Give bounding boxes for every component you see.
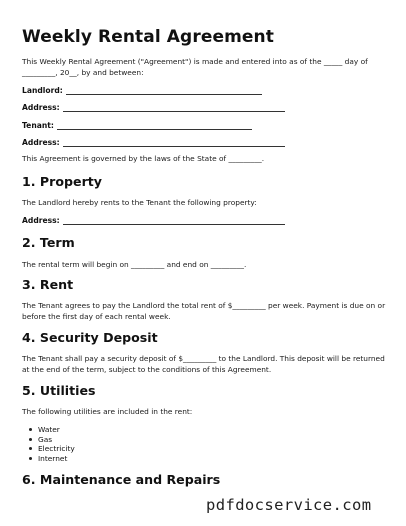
list-item	[29, 425, 75, 435]
rent-text: The Tenant agrees to pay the Landlord the total rent of $_________ per week. Payment is due on or before the first day of each rental week.	[22, 301, 386, 321]
landlord-blank-line	[66, 86, 262, 95]
landlord-address-blank-line	[63, 103, 285, 112]
list-item	[29, 435, 75, 445]
utility-item-label: Electricity	[38, 444, 75, 454]
tenant-label: Tenant:	[22, 121, 54, 130]
bullet-icon	[29, 457, 32, 460]
list-item	[29, 444, 75, 454]
bullet-icon	[29, 428, 32, 431]
intro-paragraph: This Weekly Rental Agreement ("Agreement") is made and entered into as of the _____ day of _________, 20__, by and between:	[22, 57, 368, 77]
section-heading-property: 1. Property	[22, 174, 103, 189]
watermark: pdfdocservice.com	[206, 496, 372, 514]
tenant-address-blank-line	[63, 138, 285, 147]
term-text: The rental term will begin on _________ and end on _________.	[22, 260, 247, 269]
section-heading-utilities: 5. Utilities	[22, 383, 96, 398]
utility-item-label: Water	[38, 425, 60, 434]
property-address-blank-line	[63, 216, 285, 225]
document-title: Weekly Rental Agreement	[22, 27, 274, 47]
utility-item-label: Gas	[38, 434, 53, 444]
tenant-blank-line	[57, 121, 252, 130]
utilities-list	[29, 425, 75, 463]
landlord-field	[22, 85, 262, 95]
utility-item-label: Internet	[38, 453, 68, 463]
tenant-address-label: Address:	[22, 138, 60, 147]
property-address-label: Address:	[22, 216, 60, 225]
bullet-icon	[29, 438, 32, 441]
tenant-address-field	[22, 137, 285, 147]
governing-law-text: This Agreement is governed by the laws of the State of _________.	[22, 154, 265, 163]
section-heading-maintenance: 6. Maintenance and Repairs	[22, 472, 221, 487]
bullet-icon	[29, 447, 32, 450]
list-item	[29, 454, 75, 464]
security-deposit-text: The Tenant shall pay a security deposit of $_________ to the Landlord. This deposit will be returned at the end of the term, subject to the conditions of this Agreement.	[22, 354, 385, 374]
property-text: The Landlord hereby rents to the Tenant the following property:	[22, 198, 257, 207]
landlord-label: Landlord:	[22, 86, 63, 95]
section-heading-term: 2. Term	[22, 235, 75, 250]
section-heading-security-deposit: 4. Security Deposit	[22, 330, 158, 345]
utilities-text: The following utilities are included in the rent:	[22, 407, 193, 416]
tenant-field	[22, 120, 252, 130]
property-address-field	[22, 215, 285, 225]
section-heading-rent: 3. Rent	[22, 277, 74, 292]
landlord-address-field	[22, 102, 285, 112]
landlord-address-label: Address:	[22, 103, 60, 112]
